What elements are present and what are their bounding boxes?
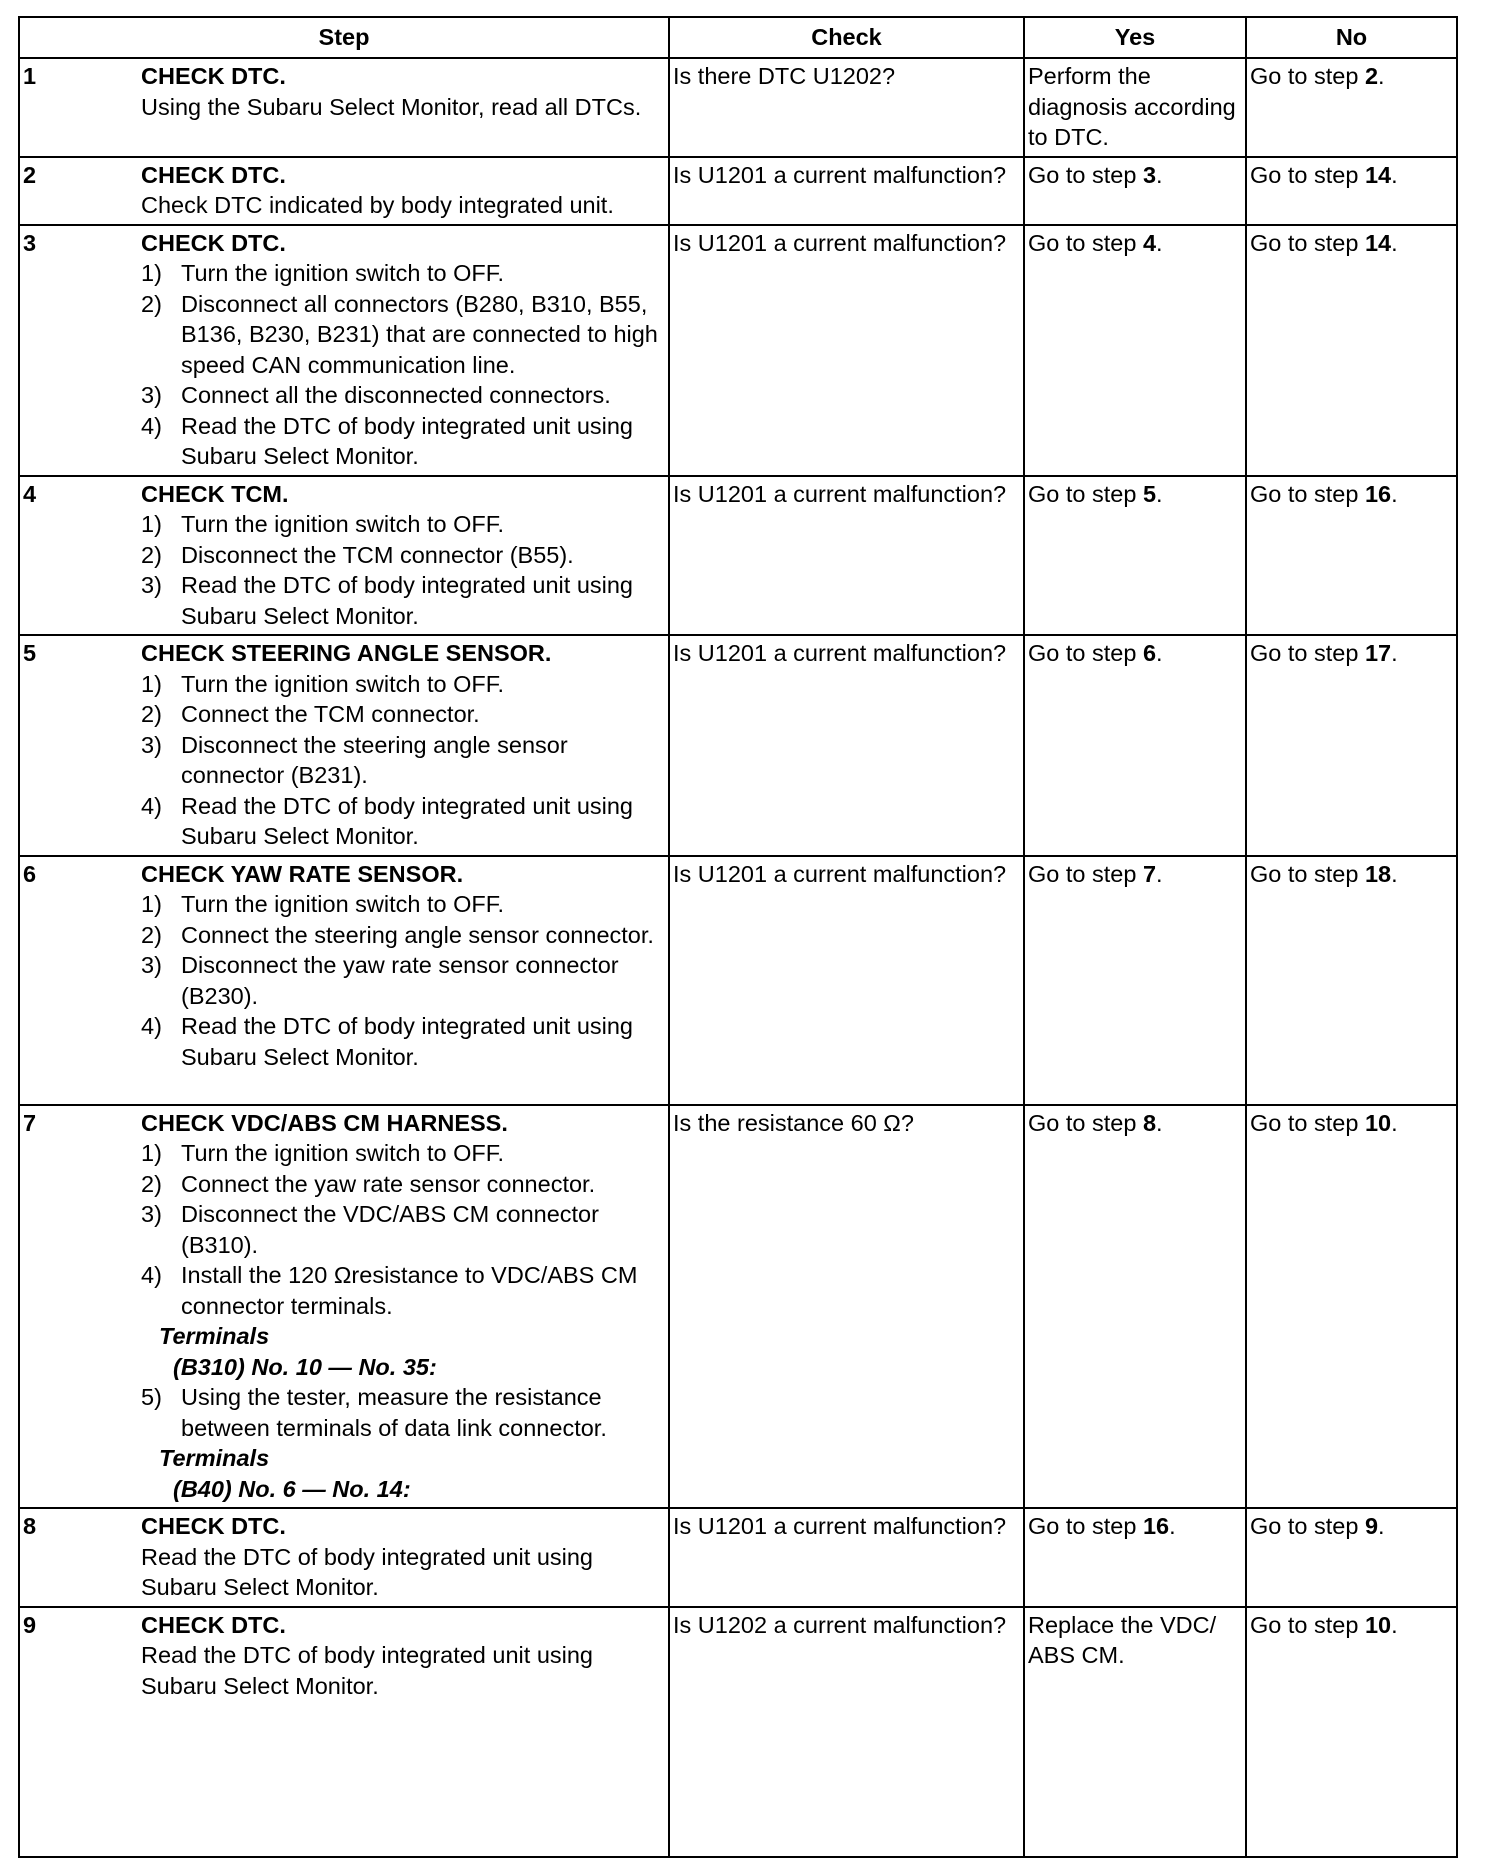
check-cell: Is U1201 a current malfunction? — [669, 1508, 1024, 1607]
step-item-number: 3) — [141, 731, 162, 758]
step-item — [141, 920, 664, 951]
yes-cell: Perform the diagnosis according to DTC. — [1024, 58, 1246, 157]
step-item-text: Turn the ignition switch to OFF. — [181, 891, 505, 917]
step-content — [141, 856, 669, 1105]
step-item-text: Turn the ignition switch to OFF. — [181, 511, 505, 537]
step-item-text: Read the DTC of body integrated unit using Subaru Select Monitor. — [181, 572, 633, 629]
step-title: CHECK YAW RATE SENSOR. — [141, 860, 464, 887]
table-row — [19, 1105, 1457, 1509]
step-text: Check DTC indicated by body integrated unit. — [141, 192, 614, 218]
step-item — [141, 889, 664, 920]
check-cell: Is U1201 a current malfunction? — [669, 856, 1024, 1105]
step-item — [141, 1138, 664, 1169]
no-suffix: . — [1391, 640, 1398, 666]
step-number: 9 — [19, 1607, 141, 1857]
step-item-number: 2) — [141, 921, 162, 948]
yes-suffix: . — [1156, 640, 1163, 666]
header-row — [19, 17, 1457, 58]
step-item-text: Turn the ignition switch to OFF. — [181, 1140, 505, 1166]
yes-step-ref: 3 — [1142, 161, 1157, 188]
step-text: Read the DTC of body integrated unit using Subaru Select Monitor. — [141, 1642, 593, 1699]
step-item-number: 1) — [141, 1140, 162, 1166]
no-cell — [1246, 856, 1457, 1105]
step-text: Read the DTC of body integrated unit using Subaru Select Monitor. — [141, 1543, 593, 1600]
step-item — [141, 699, 664, 730]
step-item-text: Connect the TCM connector. — [181, 701, 480, 727]
step-number: 6 — [19, 856, 141, 1105]
step-item-text: Connect the yaw rate sensor connector. — [181, 1170, 596, 1197]
no-step-ref: 10 — [1364, 1611, 1392, 1638]
yes-suffix: . — [1156, 1109, 1163, 1136]
no-suffix: . — [1391, 1109, 1398, 1136]
no-suffix: . — [1378, 1513, 1385, 1539]
table-row — [19, 58, 1457, 157]
spec-label: Terminals — [159, 1445, 270, 1471]
no-prefix: Go to step — [1250, 229, 1365, 256]
no-suffix: . — [1391, 229, 1398, 256]
step-item-text: Read the DTC of body integrated unit using Subaru Select Monitor. — [181, 412, 633, 469]
yes-cell — [1024, 1105, 1246, 1509]
check-cell: Is there DTC U1202? — [669, 58, 1024, 157]
step-title: CHECK DTC. — [141, 63, 286, 89]
yes-suffix: . — [1156, 229, 1163, 256]
step-item-text: Install the 120 Ωresistance to VDC/ABS CM connector terminals. — [181, 1262, 638, 1319]
no-step-ref: 18 — [1364, 860, 1392, 887]
step-number: 7 — [19, 1105, 141, 1509]
diagnostic-table — [18, 16, 1458, 1858]
step-item-text: Turn the ignition switch to OFF. — [181, 670, 505, 697]
no-suffix: . — [1378, 63, 1385, 89]
no-prefix: Go to step — [1250, 640, 1365, 666]
step-item — [141, 791, 664, 852]
step-item — [141, 730, 664, 791]
step-number: 4 — [19, 476, 141, 636]
no-prefix: Go to step — [1250, 1109, 1365, 1136]
no-prefix: Go to step — [1250, 860, 1365, 887]
table-row — [19, 476, 1457, 636]
table-row — [19, 1508, 1457, 1607]
check-cell: Is the resistance 60 Ω? — [669, 1105, 1024, 1509]
table-row — [19, 225, 1457, 476]
yes-step-ref: 8 — [1142, 1109, 1157, 1136]
step-title: CHECK DTC. — [141, 161, 286, 188]
no-prefix: Go to step — [1250, 1611, 1365, 1638]
yes-suffix: . — [1156, 480, 1163, 507]
spec-label: Terminals — [159, 1323, 270, 1349]
step-item — [141, 509, 664, 540]
step-item-number: 1) — [141, 891, 162, 917]
check-cell: Is U1201 a current malfunction? — [669, 225, 1024, 476]
step-item-text: Connect all the disconnected connectors. — [181, 382, 611, 408]
step-item — [141, 950, 664, 1011]
step-item-text: Disconnect the TCM connector (B55). — [181, 541, 574, 568]
step-number: 3 — [19, 225, 141, 476]
no-step-ref: 16 — [1364, 480, 1392, 507]
table-row — [19, 856, 1457, 1105]
yes-cell: Replace the VDC/ ABS CM. — [1024, 1607, 1246, 1857]
check-cell: Is U1201 a current malfunction? — [669, 157, 1024, 225]
step-content — [141, 1105, 669, 1509]
step-item — [141, 380, 664, 411]
step-item-number: 3) — [141, 952, 162, 978]
no-cell — [1246, 1607, 1457, 1857]
step-item-text: Read the DTC of body integrated unit using Subaru Select Monitor. — [181, 792, 633, 849]
step-item — [141, 1169, 664, 1200]
step-text: Using the Subaru Select Monitor, read all DTCs. — [141, 93, 642, 120]
no-prefix: Go to step — [1250, 161, 1365, 188]
yes-cell — [1024, 157, 1246, 225]
yes-prefix: Go to step — [1028, 640, 1143, 666]
step-item-number: 4) — [141, 1262, 162, 1288]
no-prefix: Go to step — [1250, 480, 1365, 507]
no-cell — [1246, 476, 1457, 636]
yes-step-ref: 4 — [1142, 229, 1157, 256]
step-item — [141, 669, 664, 700]
spec-value: (B310) No. 10 — No. 35: — [173, 1353, 437, 1380]
no-cell — [1246, 635, 1457, 856]
no-step-ref: 9 — [1364, 1513, 1379, 1539]
header-yes: Yes — [1024, 17, 1246, 58]
yes-step-ref: 5 — [1142, 480, 1157, 507]
step-number: 2 — [19, 157, 141, 225]
step-item-number: 2) — [141, 1170, 162, 1197]
step-item-number: 1) — [141, 670, 162, 697]
table-row — [19, 1607, 1457, 1857]
no-cell — [1246, 58, 1457, 157]
yes-prefix: Go to step — [1028, 1109, 1143, 1136]
no-cell — [1246, 225, 1457, 476]
step-item-text: Disconnect all connectors (B280, B310, B55, B136, B230, B231) that are connected to high speed CAN communication line. — [181, 290, 658, 378]
step-item-number: 4) — [141, 1013, 162, 1039]
no-prefix: Go to step — [1250, 63, 1365, 89]
yes-suffix: . — [1156, 161, 1163, 188]
step-item-number: 4) — [141, 412, 162, 439]
step-item-text: Connect the steering angle sensor connector. — [181, 921, 654, 948]
table-row — [19, 635, 1457, 856]
step-item — [141, 1011, 664, 1072]
no-suffix: . — [1391, 1611, 1398, 1638]
step-item — [141, 1382, 664, 1443]
step-item — [141, 289, 664, 381]
step-title: CHECK DTC. — [141, 229, 286, 256]
yes-prefix: Go to step — [1028, 860, 1143, 887]
step-content — [141, 225, 669, 476]
step-item-number: 3) — [141, 572, 162, 598]
yes-cell — [1024, 1508, 1246, 1607]
diagnostic-procedure-sheet — [18, 16, 1456, 1858]
step-content — [141, 58, 669, 157]
step-title: CHECK VDC/ABS CM HARNESS. — [141, 1109, 508, 1136]
no-suffix: . — [1391, 860, 1398, 887]
no-step-ref: 10 — [1364, 1109, 1392, 1136]
step-item — [141, 411, 664, 472]
yes-step-ref: 6 — [1142, 640, 1157, 666]
step-item-text: Using the tester, measure the resistance between terminals of data link connector. — [181, 1384, 607, 1441]
yes-cell — [1024, 225, 1246, 476]
check-cell: Is U1202 a current malfunction? — [669, 1607, 1024, 1857]
yes-cell — [1024, 476, 1246, 636]
step-item — [141, 570, 664, 631]
step-item — [141, 258, 664, 289]
yes-prefix: Go to step — [1028, 229, 1143, 256]
no-step-ref: 14 — [1364, 161, 1392, 188]
step-item-text: Read the DTC of body integrated unit using Subaru Select Monitor. — [181, 1013, 633, 1070]
step-item-number: 2) — [141, 701, 162, 727]
yes-cell — [1024, 635, 1246, 856]
header-no: No — [1246, 17, 1457, 58]
step-item-text: Disconnect the yaw rate sensor connector (B230). — [181, 952, 619, 1009]
step-item-number: 3) — [141, 1201, 162, 1227]
no-prefix: Go to step — [1250, 1513, 1365, 1539]
no-cell — [1246, 1105, 1457, 1509]
yes-prefix: Go to step — [1028, 161, 1143, 188]
step-title: CHECK DTC. — [141, 1513, 286, 1539]
no-step-ref: 17 — [1364, 640, 1392, 666]
step-content — [141, 476, 669, 636]
step-number: 5 — [19, 635, 141, 856]
step-item-number: 1) — [141, 511, 162, 537]
step-item — [141, 1260, 664, 1321]
step-number: 1 — [19, 58, 141, 157]
header-step: Step — [19, 17, 669, 58]
no-cell — [1246, 1508, 1457, 1607]
yes-suffix: . — [1156, 860, 1163, 887]
no-cell — [1246, 157, 1457, 225]
step-title: CHECK TCM. — [141, 480, 289, 507]
yes-step-ref: 16 — [1142, 1513, 1170, 1539]
step-item-number: 1) — [141, 260, 162, 286]
step-item-number: 3) — [141, 382, 162, 408]
yes-prefix: Go to step — [1028, 1513, 1143, 1539]
step-item-number: 4) — [141, 792, 162, 819]
step-item-number: 2) — [141, 541, 162, 568]
yes-step-ref: 7 — [1142, 860, 1157, 887]
step-item-number: 2) — [141, 290, 162, 317]
step-item-text: Disconnect the steering angle sensor connector (B231). — [181, 731, 568, 788]
step-item-text: Disconnect the VDC/ABS CM connector (B310). — [181, 1201, 599, 1258]
no-suffix: . — [1391, 480, 1398, 507]
no-step-ref: 2 — [1364, 63, 1379, 89]
step-item-number: 5) — [141, 1384, 162, 1410]
yes-prefix: Go to step — [1028, 480, 1143, 507]
check-cell: Is U1201 a current malfunction? — [669, 476, 1024, 636]
yes-suffix: . — [1169, 1513, 1176, 1539]
step-content — [141, 1508, 669, 1607]
step-title: CHECK DTC. — [141, 1611, 286, 1638]
step-item — [141, 540, 664, 571]
step-item — [141, 1199, 664, 1260]
step-title: CHECK STEERING ANGLE SENSOR. — [141, 640, 552, 666]
step-content — [141, 157, 669, 225]
check-cell: Is U1201 a current malfunction? — [669, 635, 1024, 856]
table-row — [19, 157, 1457, 225]
step-content — [141, 1607, 669, 1857]
no-step-ref: 14 — [1364, 229, 1392, 256]
step-content — [141, 635, 669, 856]
spec-value: (B40) No. 6 — No. 14: — [173, 1475, 411, 1502]
step-number: 8 — [19, 1508, 141, 1607]
header-check: Check — [669, 17, 1024, 58]
yes-cell — [1024, 856, 1246, 1105]
no-suffix: . — [1391, 161, 1398, 188]
step-item-text: Turn the ignition switch to OFF. — [181, 260, 505, 286]
